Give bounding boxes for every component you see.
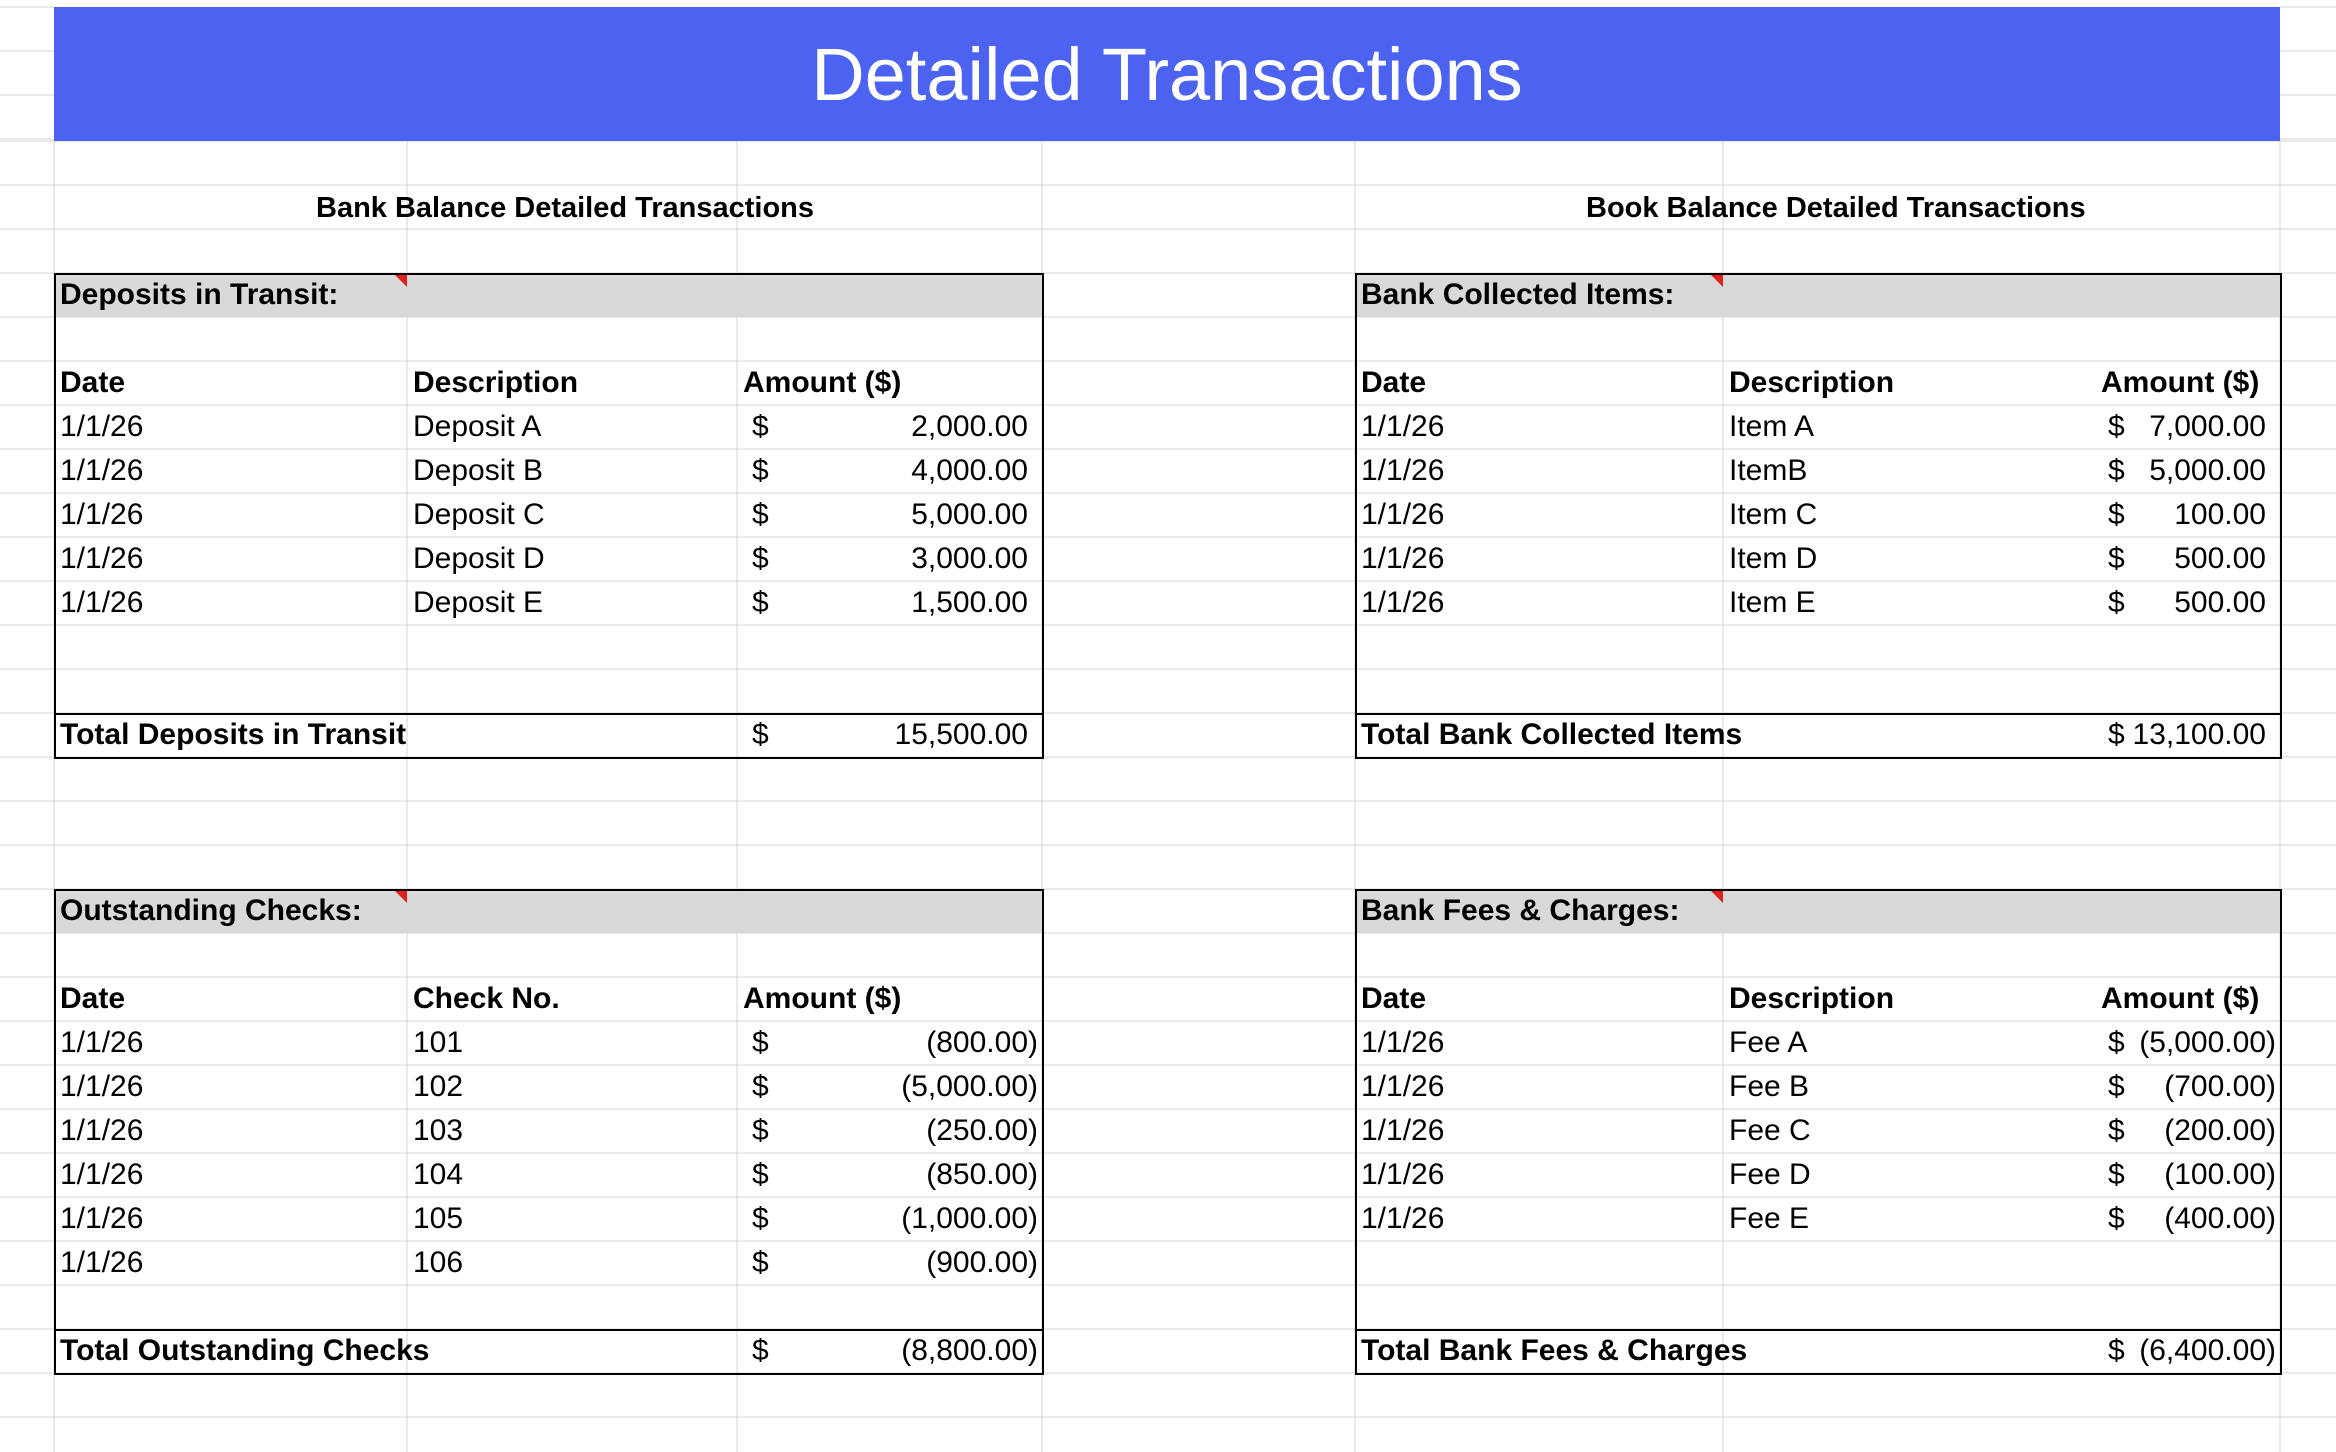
fees-row-currency: $ (2108, 1026, 2125, 1059)
fees-heading: Bank Fees & Charges: (1361, 894, 1680, 927)
title-banner (54, 7, 2280, 141)
fees-row-date[interactable]: 1/1/26 (1361, 1026, 1445, 1059)
deposits-total-currency: $ (752, 718, 769, 751)
fees-row-amount[interactable]: (200.00) (2164, 1114, 2276, 1147)
fees-row-amount[interactable]: (5,000.00) (2139, 1026, 2276, 1059)
checks-comment-indicator[interactable] (395, 891, 407, 903)
collected-row-date[interactable]: 1/1/26 (1361, 454, 1445, 487)
checks-row-desc[interactable]: 102 (413, 1070, 464, 1103)
fees-row-currency: $ (2108, 1070, 2125, 1103)
collected-heading: Bank Collected Items: (1361, 278, 1675, 311)
deposits-col-date: Date (60, 366, 126, 399)
deposits-total-label: Total Deposits in Transit (60, 718, 407, 751)
checks-row-currency: $ (752, 1114, 769, 1147)
checks-heading: Outstanding Checks: (60, 894, 362, 927)
fees-row-desc[interactable]: Fee C (1729, 1114, 1811, 1147)
checks-row-currency: $ (752, 1158, 769, 1191)
checks-row-desc[interactable]: 106 (413, 1246, 464, 1279)
deposits-row-date[interactable]: 1/1/26 (60, 586, 144, 619)
checks-row-amount[interactable]: (250.00) (926, 1114, 1038, 1147)
deposits-row-date[interactable]: 1/1/26 (60, 498, 144, 531)
deposits-row-currency: $ (752, 454, 769, 487)
fees-total-currency: $ (2108, 1334, 2125, 1367)
checks-row-date[interactable]: 1/1/26 (60, 1114, 144, 1147)
collected-row-date[interactable]: 1/1/26 (1361, 498, 1445, 531)
checks-row-amount[interactable]: (5,000.00) (901, 1070, 1038, 1103)
deposits-row-desc[interactable]: Deposit A (413, 410, 542, 443)
collected-row-amount[interactable]: 7,000.00 (2149, 410, 2266, 443)
fees-row-desc[interactable]: Fee E (1729, 1202, 1810, 1235)
fees-row-date[interactable]: 1/1/26 (1361, 1070, 1445, 1103)
deposits-comment-indicator[interactable] (395, 275, 407, 287)
collected-row-currency: $ (2108, 410, 2125, 443)
collected-row-currency: $ (2108, 454, 2125, 487)
deposits-row-amount[interactable]: 3,000.00 (911, 542, 1028, 575)
checks-total-label: Total Outstanding Checks (60, 1334, 430, 1367)
checks-row-date[interactable]: 1/1/26 (60, 1026, 144, 1059)
collected-row-amount[interactable]: 500.00 (2174, 586, 2266, 619)
collected-col-desc: Description (1729, 366, 1895, 399)
checks-row-date[interactable]: 1/1/26 (60, 1246, 144, 1279)
fees-row-desc[interactable]: Fee B (1729, 1070, 1810, 1103)
checks-row-desc[interactable]: 105 (413, 1202, 464, 1235)
deposits-row-date[interactable]: 1/1/26 (60, 454, 144, 487)
fees-row-desc[interactable]: Fee A (1729, 1026, 1808, 1059)
deposits-total-amount[interactable]: 15,500.00 (894, 718, 1028, 751)
fees-row-date[interactable]: 1/1/26 (1361, 1114, 1445, 1147)
fees-row-currency: $ (2108, 1158, 2125, 1191)
deposits-row-currency: $ (752, 586, 769, 619)
checks-col-desc: Check No. (413, 982, 560, 1015)
collected-row-desc[interactable]: Item A (1729, 410, 1815, 443)
collected-row-currency: $ (2108, 542, 2125, 575)
checks-total-amount[interactable]: (8,800.00) (901, 1334, 1038, 1367)
collected-row-desc[interactable]: Item C (1729, 498, 1818, 531)
deposits-row-currency: $ (752, 498, 769, 531)
deposits-row-amount[interactable]: 2,000.00 (911, 410, 1028, 443)
collected-row-desc[interactable]: Item D (1729, 542, 1818, 575)
book-section-title: Book Balance Detailed Transactions (1586, 192, 2086, 224)
fees-comment-indicator[interactable] (1711, 891, 1723, 903)
deposits-row-currency: $ (752, 410, 769, 443)
collected-row-amount[interactable]: 500.00 (2174, 542, 2266, 575)
fees-col-desc: Description (1729, 982, 1895, 1015)
fees-row-desc[interactable]: Fee D (1729, 1158, 1811, 1191)
deposits-col-desc: Description (413, 366, 579, 399)
checks-col-amount: Amount ($) (743, 982, 902, 1015)
collected-row-amount[interactable]: 5,000.00 (2149, 454, 2266, 487)
fees-row-amount[interactable]: (100.00) (2164, 1158, 2276, 1191)
collected-row-date[interactable]: 1/1/26 (1361, 410, 1445, 443)
checks-row-currency: $ (752, 1246, 769, 1279)
checks-total-currency: $ (752, 1334, 769, 1367)
collected-comment-indicator[interactable] (1711, 275, 1723, 287)
checks-row-currency: $ (752, 1202, 769, 1235)
checks-row-date[interactable]: 1/1/26 (60, 1158, 144, 1191)
checks-row-desc[interactable]: 103 (413, 1114, 464, 1147)
fees-row-amount[interactable]: (700.00) (2164, 1070, 2276, 1103)
checks-row-amount[interactable]: (800.00) (926, 1026, 1038, 1059)
collected-row-currency: $ (2108, 586, 2125, 619)
checks-row-date[interactable]: 1/1/26 (60, 1202, 144, 1235)
collected-total-amount[interactable]: 13,100.00 (2132, 718, 2266, 751)
checks-row-currency: $ (752, 1026, 769, 1059)
checks-row-desc[interactable]: 101 (413, 1026, 464, 1059)
deposits-col-amount: Amount ($) (743, 366, 902, 399)
deposits-row-date[interactable]: 1/1/26 (60, 410, 144, 443)
fees-total-amount[interactable]: (6,400.00) (2139, 1334, 2276, 1367)
collected-row-amount[interactable]: 100.00 (2174, 498, 2266, 531)
fees-row-date[interactable]: 1/1/26 (1361, 1158, 1445, 1191)
checks-row-currency: $ (752, 1070, 769, 1103)
fees-total-label: Total Bank Fees & Charges (1361, 1334, 1748, 1367)
deposits-row-amount[interactable]: 1,500.00 (911, 586, 1028, 619)
deposits-row-desc[interactable]: Deposit D (413, 542, 545, 575)
fees-row-currency: $ (2108, 1114, 2125, 1147)
collected-row-desc[interactable]: Item E (1729, 586, 1816, 619)
deposits-row-desc[interactable]: Deposit C (413, 498, 545, 531)
deposits-row-currency: $ (752, 542, 769, 575)
collected-col-amount: Amount ($) (2101, 366, 2260, 399)
fees-row-date[interactable]: 1/1/26 (1361, 1202, 1445, 1235)
fees-row-currency: $ (2108, 1202, 2125, 1235)
deposits-row-desc[interactable]: Deposit E (413, 586, 544, 619)
page-title: Detailed Transactions (811, 32, 1523, 116)
checks-row-date[interactable]: 1/1/26 (60, 1070, 144, 1103)
deposits-row-amount[interactable]: 4,000.00 (911, 454, 1028, 487)
checks-row-amount[interactable]: (850.00) (926, 1158, 1038, 1191)
deposits-row-desc[interactable]: Deposit B (413, 454, 544, 487)
fees-row-amount[interactable]: (400.00) (2164, 1202, 2276, 1235)
fees-col-date: Date (1361, 982, 1427, 1015)
fees-col-amount: Amount ($) (2101, 982, 2260, 1015)
collected-total-label: Total Bank Collected Items (1361, 718, 1743, 751)
deposits-heading: Deposits in Transit: (60, 278, 339, 311)
collected-row-date[interactable]: 1/1/26 (1361, 542, 1445, 575)
collected-col-date: Date (1361, 366, 1427, 399)
deposits-row-amount[interactable]: 5,000.00 (911, 498, 1028, 531)
checks-col-date: Date (60, 982, 126, 1015)
collected-row-date[interactable]: 1/1/26 (1361, 586, 1445, 619)
collected-row-desc[interactable]: ItemB (1729, 454, 1808, 487)
checks-row-amount[interactable]: (900.00) (926, 1246, 1038, 1279)
deposits-row-date[interactable]: 1/1/26 (60, 542, 144, 575)
collected-total-currency: $ (2108, 718, 2125, 751)
collected-row-currency: $ (2108, 498, 2125, 531)
checks-row-amount[interactable]: (1,000.00) (901, 1202, 1038, 1235)
checks-row-desc[interactable]: 104 (413, 1158, 464, 1191)
bank-section-title: Bank Balance Detailed Transactions (316, 192, 815, 224)
